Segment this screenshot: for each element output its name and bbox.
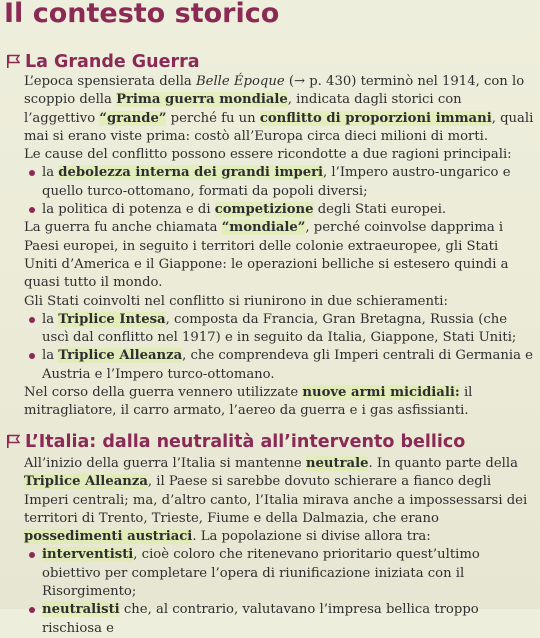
section-heading-text: La Grande Guerra (25, 52, 200, 72)
text: , quali mai si erano viste prima: costò all’Europa circa dieci milioni di morti. (24, 110, 534, 144)
paragraph (24, 219, 534, 292)
bold-text: neutralisti (42, 602, 120, 618)
text: , il Paese si sarebbe dovuto schierare a fianco degli Imperi centrali; ma, d’altro canto, l’Italia mirava anche a impossessarsi dei territori di Trento, Trieste, Fiume e della Dalmazia, che erano (24, 474, 528, 526)
section-heading-text: L’Italia: dalla neutralità all’intervento bellico (25, 432, 466, 452)
text: la politica di potenza e di (42, 202, 215, 218)
paragraph (24, 384, 534, 421)
text: la (42, 348, 59, 364)
section-heading-grande-guerra (6, 52, 200, 72)
text: La guerra fu anche chiamata (24, 220, 222, 236)
list-item (24, 311, 534, 348)
text: , cioè coloro che ritenevano prioritario quest’ultimo obiettivo per completare l’opera di riunificazione iniziata con il Risorgimento; (42, 547, 480, 600)
bold-text: “grande” (99, 110, 167, 126)
bold-text: interventisti (42, 547, 134, 563)
section-heading-italia (6, 432, 465, 452)
bold-text: conflitto di proporzioni immani (259, 110, 492, 126)
bold-text: “mondiale” (221, 220, 306, 236)
bold-text: competizione (214, 202, 314, 218)
text: perché fu un (166, 110, 260, 126)
list-item (24, 347, 534, 384)
list-item (24, 164, 534, 201)
section-body-italia (24, 455, 534, 638)
text: (→ p. 430) terminò nel 1914, con lo scoppio della (24, 74, 525, 108)
bold-text: nuove armi micidiali: (302, 385, 460, 401)
text: All’inizio della guerra l’Italia si mantenne (24, 456, 306, 471)
text: . La popolazione si divise allora tra: (192, 529, 431, 545)
text: la (42, 165, 59, 181)
flag-icon (6, 54, 20, 68)
bold-text: Prima guerra mondiale (116, 92, 288, 108)
text: , indicata dagli storici con l’aggettivo (24, 92, 462, 126)
bold-text: Triplice Intesa (58, 311, 166, 327)
page-title: Il contesto storico (4, 0, 280, 29)
flag-icon (6, 434, 20, 448)
text: che, al contrario, valutavano l’impresa bellica troppo rischiosa e (42, 602, 479, 636)
text: , composta da Francia, Gran Bretagna, Russia (che uscì dal conflitto nel 1917) e in seguito da Italia, Giappone, Stati Uniti; (42, 311, 517, 346)
bold-text: neutrale (305, 456, 369, 471)
bold-text: debolezza interna dei grandi imperi (58, 165, 324, 181)
paragraph: Gli Stati coinvolti nel conflitto si riunirono in due schieramenti: (24, 293, 448, 309)
text: degli Stati europei. (313, 202, 447, 218)
text: . In quanto parte della (368, 456, 518, 471)
text: , perché coinvolse dapprima i Paesi europei, in seguito i territori delle colonie extraeuropee, gli Stati Uniti d’America e il Giappone: le operazioni belliche si estesero quindi a quasi tutto il mondo. (24, 220, 509, 291)
paragraph (24, 73, 534, 146)
section-body-grande-guerra (24, 73, 534, 421)
text: , che comprendeva gli Imperi centrali di Germania e Austria e l’Impero turco-ottomano. (42, 348, 533, 382)
list-item (24, 546, 534, 601)
bullet-list (24, 164, 534, 219)
paragraph (24, 455, 534, 546)
list-item (24, 601, 534, 638)
bold-text: Triplice Alleanza (58, 348, 183, 364)
text-italic: Belle Époque (195, 74, 285, 89)
text: Nel corso della guerra vennero utilizzate (24, 385, 303, 401)
bullet-list (24, 546, 534, 637)
list-item (24, 201, 534, 219)
text: L’epoca spensierata della (24, 74, 196, 89)
bold-text: Triplice Alleanza (24, 474, 148, 490)
text: , l’Impero austro-ungarico e quello turco-ottomano, formati da popoli diversi; (42, 165, 511, 199)
paragraph: Le cause del conflitto possono essere ricondotte a due ragioni principali: (24, 147, 512, 163)
bullet-list (24, 311, 534, 384)
text: la (42, 311, 59, 327)
text: il mitragliatore, il carro armato, l’aereo da guerra e i gas asfissianti. (24, 385, 473, 419)
bold-text: possedimenti austriaci (24, 529, 193, 545)
